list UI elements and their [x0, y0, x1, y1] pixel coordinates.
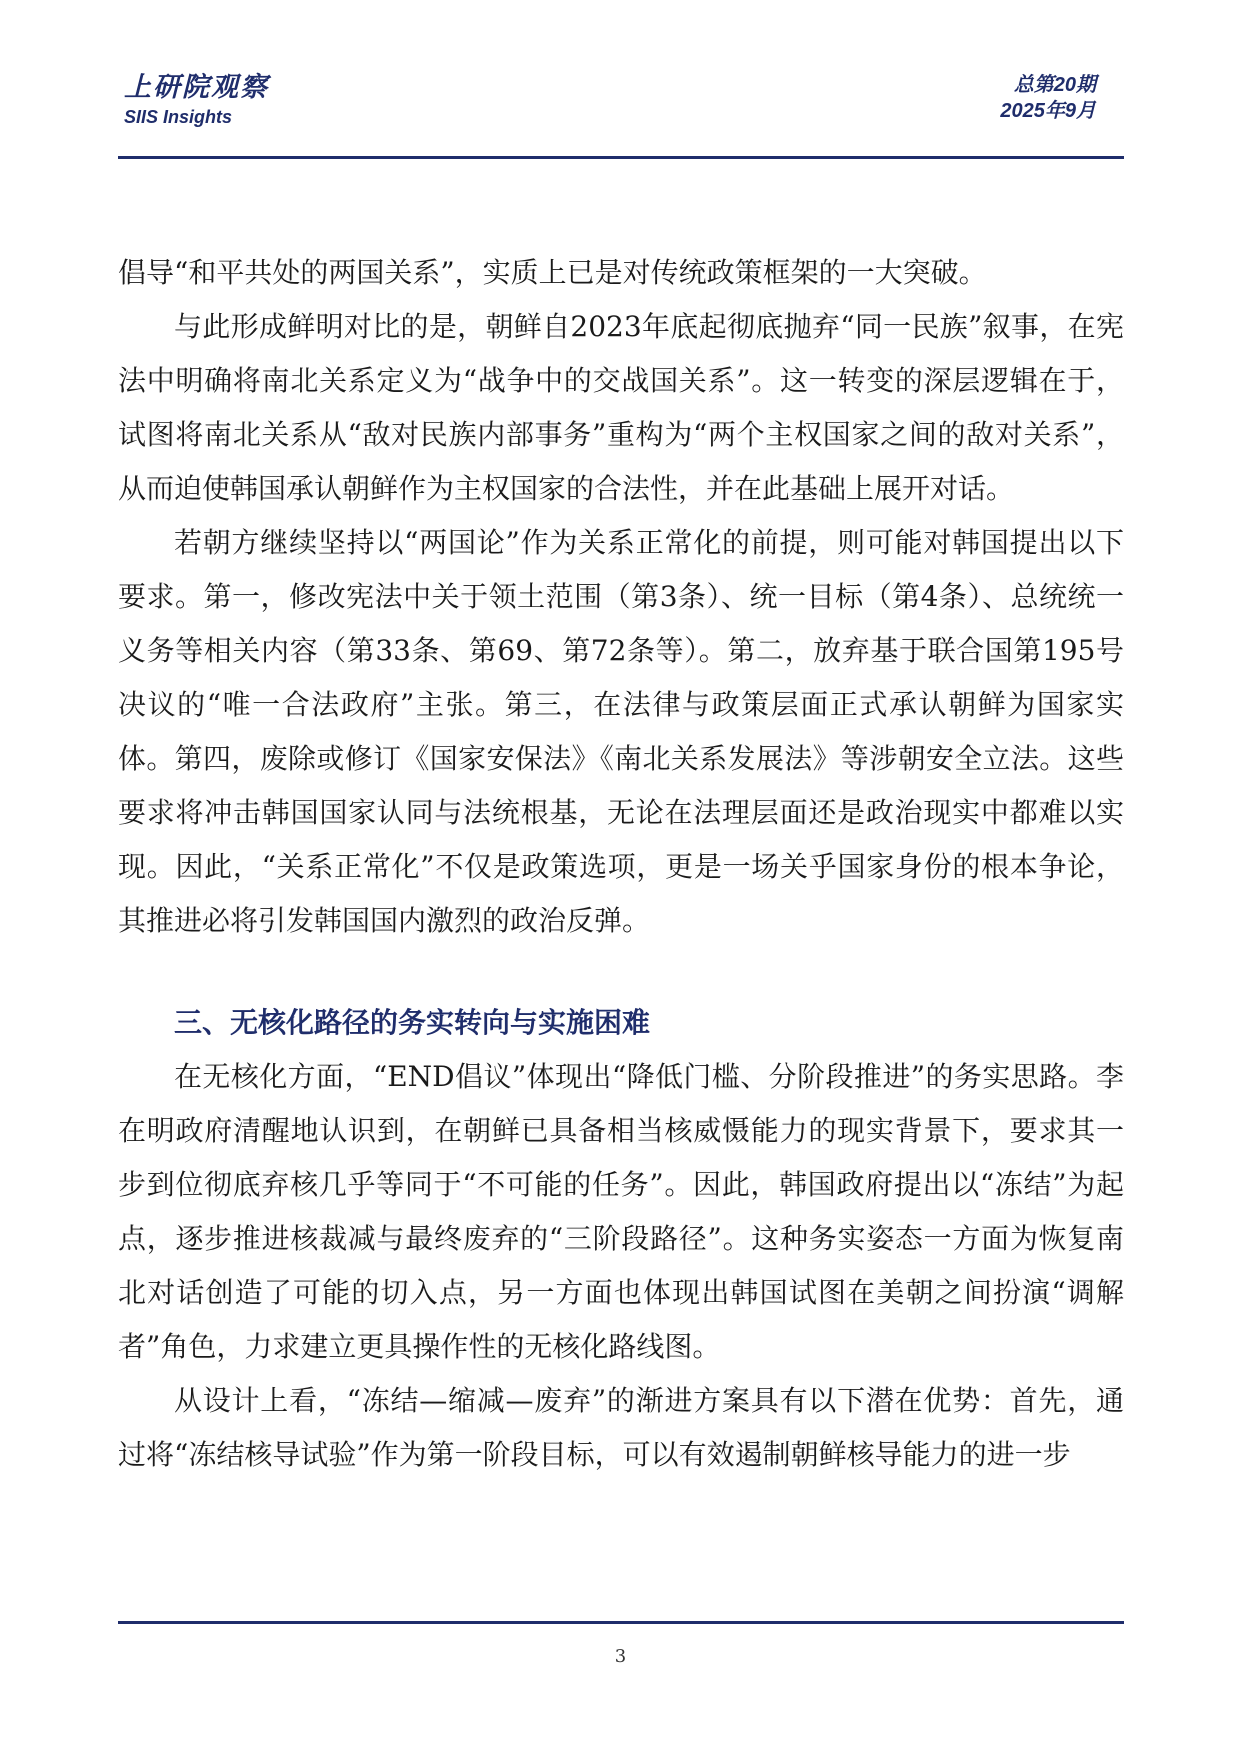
section-heading: 三、无核化路径的务实转向与实施困难: [174, 1006, 651, 1039]
brand-title-cn: 上研院观察: [124, 72, 269, 103]
header-divider: [118, 156, 1124, 159]
page-number: 3: [614, 1646, 627, 1667]
paragraph-2: 与此形成鲜明对比的是，朝鲜自2023年底起彻底抛弃“同一民族”叙事，在宪法中明确将南北关系定义为“战争中的交战国关系”。这一转变的深层逻辑在于，试图将南北关系从“敌对民族内部事务”重构为“两个主权国家之间的敌对关系”，从而迫使韩国承认朝鲜作为主权国家的合法性，并在此基础上展开对话。: [118, 310, 1124, 505]
paragraph-1: 倡导“和平共处的两国关系”，实质上已是对传统政策框架的一大突破。: [118, 256, 987, 289]
issue-number: 总第20期: [1013, 74, 1096, 96]
footer-divider: [118, 1621, 1124, 1624]
paragraph-5: 从设计上看，“冻结—缩减—废弃”的渐进方案具有以下潜在优势：首先，通过将“冻结核导试验”作为第一阶段目标，可以有效遏制朝鲜核导能力的进一步: [118, 1384, 1124, 1471]
document-body: [118, 246, 1124, 1482]
paragraph-3: 若朝方继续坚持以“两国论”作为关系正常化的前提，则可能对韩国提出以下要求。第一，修改宪法中关于领土范围（第3条）、统一目标（第4条）、总统统一义务等相关内容（第33条、第69、第72条等）。第二，放弃基于联合国第195号决议的“唯一合法政府”主张。第三，在法律与政策层面正式承认朝鲜为国家实体。第四，废除或修订《国家安保法》《南北关系发展法》等涉朝安全立法。这些要求将冲击韩国国家认同与法统根基，无论在法理层面还是政治现实中都难以实现。因此，“关系正常化”不仅是政策选项，更是一场关乎国家身份的根本争论，其推进必将引发韩国国内激烈的政治反弹。: [118, 526, 1124, 937]
brand-title-en: SIIS Insights: [124, 107, 233, 127]
header-issue-info: [1000, 72, 1096, 124]
issue-date: 2025年9月: [1000, 100, 1096, 122]
header-brand: [124, 72, 269, 128]
paragraph-4: 在无核化方面，“END倡议”体现出“降低门槛、分阶段推进”的务实思路。李在明政府清醒地认识到，在朝鲜已具备相当核威慑能力的现实背景下，要求其一步到位彻底弃核几乎等同于“不可能的任务”。因此，韩国政府提出以“冻结”为起点，逐步推进核裁减与最终废弃的“三阶段路径”。这种务实姿态一方面为恢复南北对话创造了可能的切入点，另一方面也体现出韩国试图在美朝之间扮演“调解者”角色，力求建立更具操作性的无核化路线图。: [118, 1060, 1124, 1363]
